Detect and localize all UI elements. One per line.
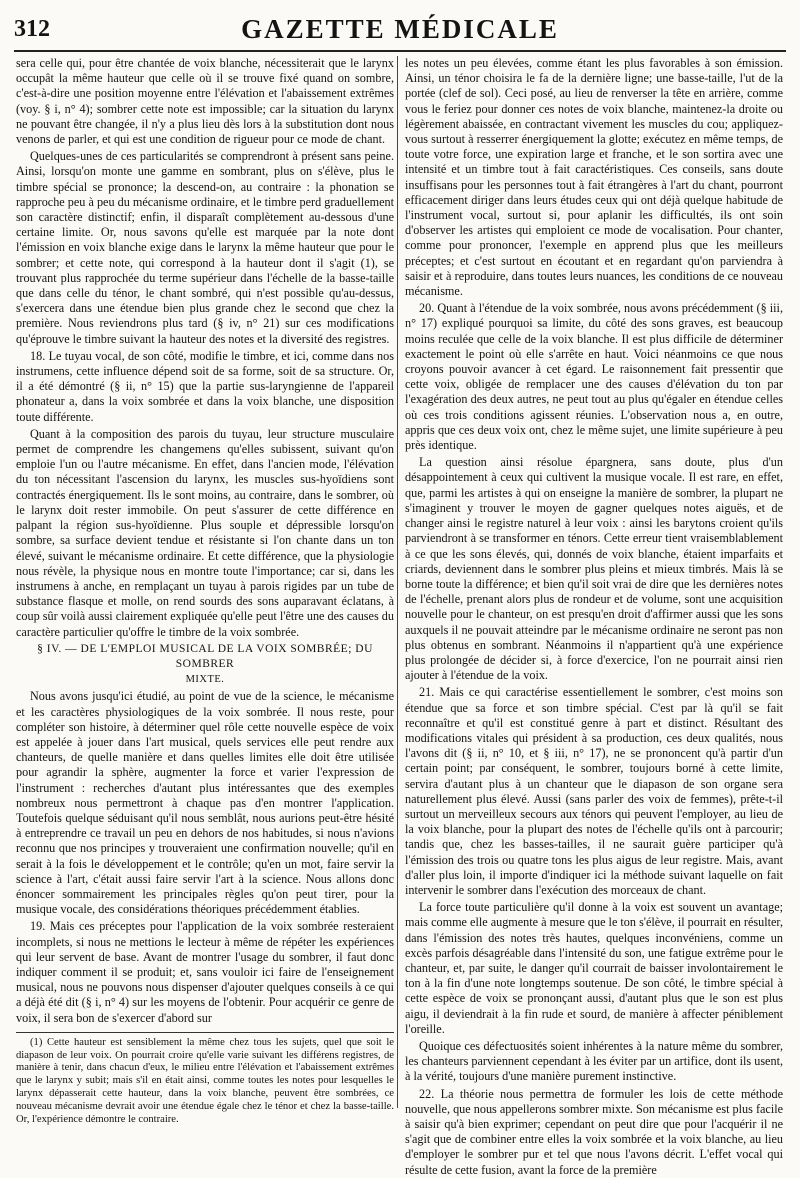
- paragraph: La question ainsi résolue épargnera, sans doute, plus d'un désappointement à ceux qui cultivent la musique vocale. Il est rare, en effet, que, parmi les artistes à qui on enseigne la manière de sombrer, la plupart ne s'imaginent y trouver le moyen de gagner quelques notes aiguës, et de changer ainsi le registre naturel à leur voix : ainsi les barytons croient qu'ils parviendront à se transformer en ténors. Cette erreur tient vraisemblablement à ce que les sons élevés, qui, donnés de voix blanche, étaient imparfaits et criards, deviennent dans le sombrer plus pleins et mieux timbrés. Mais là se borne toute la différence; et bien qu'il soit vrai de dire que les dernières notes de l'échelle, prenant alors plus de rondeur et de volume, sont une acquisition nouvelle pour le chanteur, on est presqu'en droit d'affirmer aussi que les sons auxquels il ne pouvait atteindre par le mécanisme ordinaire ne seront pas non plus obtenus en sombrant. Néanmoins il n'appartient qu'à une expérience plus prolongée de décider si, à force d'exercice, l'on ne pourrait ainsi rien ajouter à l'étendue de la voix.: [405, 455, 783, 683]
- paragraph: Quoique ces défectuosités soient inhérentes à la nature même du sombrer, les chanteurs parviennent cependant à les éviter par un artifice, dont ils usent, à la vérité, toujours d'une manière purement instinctive.: [405, 1039, 783, 1084]
- footnote: (1) Cette hauteur est sensiblement la même chez tous les sujets, quel que soit le diapason de leur voix. On pourrait croire qu'elle varie suivant les différens registres, de manière à tenir, dans chacun d'eux, le milieu entre l'élévation et l'abaissement extrêmes que le larynx y subit; mais s'il en était ainsi, comme toutes les notes pour lesquelles le larynx dépasserait cette hauteur, dans la voix blanche, peuvent être sombrées, ce nouveau mécanisme devrait avoir une étendue égale chez le ténor et chez la basse-taille. Or, l'expérience démontre le contraire.: [16, 1036, 394, 1125]
- paragraph: La force toute particulière qu'il donne à la voix est souvent un avantage; mais comme elle augmente à mesure que le ton s'élève, il pourrait en résulter, dans l'émission des notes très hautes, quelques inconvéniens, comme un excès parfois désagréable dans l'intensité du son, une fatigue extrême pour le chanteur, et, par suite, le danger qu'il courrait de baisser involontairement le ton à la fin d'une note longtemps soutenue. De son côté, le timbre spécial à cette espèce de voix se prononçant aussi, d'autant plus que le son est plus aigu, il deviendrait à la fin rude et sourd, de manière à affecter péniblement l'oreille.: [405, 900, 783, 1036]
- paragraph: 21. Mais ce qui caractérise essentiellement le sombrer, c'est moins son étendue que sa force et son timbre spécial. C'est par là qu'il se fait reconnaître et qu'il est constitué genre à part et distinct. Résultant des modifications vitales qui président à sa production, ces deux qualités, nous l'avons dit (§ ii, n° 10, et § iii, n° 17), ne se prononcent qu'à partir d'un certain point; par conséquent, le sombrer, toujours borné à cette limite, servira d'autant plus à un chanteur que le diapason de son organe sera naturellement plus élevé. Aussi (sans parler des voix de femmes), prête-t-il surtout un merveilleux secours aux ténors qui peuvent l'employer, au lieu de la voix blanche, pour la plupart des notes de l'échelle qu'ils ont à parcourir; tandis que, chez les basses-tailles, il ne saurait guère participer qu'à l'émission des trois ou quatre tons les plus aigus de leur registre. Mais, avant d'aller plus loin, il importe d'indiquer ici la méthode suivant laquelle on fait intervenir le sombrer dans l'exécution des morceaux de chant.: [405, 685, 783, 897]
- page-header: [14, 10, 786, 52]
- paragraph: Nous avons jusqu'ici étudié, au point de vue de la science, le mécanisme et les caractères physiologiques de la voix sombrée. Il nous reste, pour compléter son histoire, à déterminer quel rôle cette nouvelle espèce de voix est appelée à jouer dans l'art musical, quels services elle peut rendre aux chanteurs, de quelle manière et dans quelles limites elle doit être utilisée pour agrandir la sphère, augmenter la force et varier l'expression de l'instrument : recherches d'autant plus intéressantes que des exemples nombreux nous permettront à chaque pas d'en montrer l'application. Toutefois quelque séduisant qu'il nous semblât, nous aurions peut-être hésité à entreprendre ce travail un peu en dehors de nos habitudes, si nous n'avions reconnu que nos principes y trouveraient une confirmation nouvelle; qu'il en serait à la fois le développement et le contrôle; qu'en un mot, faire servir la science à l'art, c'était aussi faire servir l'art à la science. Nous allons donc énoncer sommairement les principales règles qu'on peut tirer, pour la musique vocale, des considérations théoriques précédemment établies.: [16, 689, 394, 917]
- paragraph: Quelques-unes de ces particularités se comprendront à présent sans peine. Ainsi, lorsqu'on monte une gamme en sombrant, plus on s'élève, plus le timbre spécial se prononce; la descend-on, au contraire : la phonation se rapproche peu à peu du mécanisme ordinaire, et le timbre perd graduellement son caractère distinctif; enfin, il disparaît complètement au-dessous d'une certaine limite. Or, nous savons qu'elle est marquée par la note dont l'émission en voix blanche exige dans le larynx la même hauteur que pour le sombrer; et cette note, qui correspond à la hauteur dont il s'agit (1), se trouvant plus rapprochée du terme supérieur dans l'échelle de la basse-taille que dans celle du ténor, le chant sombré, qui n'est possible qu'au-dessus, s'exercera dans une étendue bien plus grande chez le second que chez la première. Nous reviendrons plus tard (§ iv, n° 21) sur ces modifications qu'éprouve le timbre suivant la hauteur des notes et la diversité des registres.: [16, 149, 394, 346]
- paragraph: 18. Le tuyau vocal, de son côté, modifie le timbre, et ici, comme dans nos instrumens, cette influence dépend soit de sa forme, soit de sa structure. Or, il a été démontré (§ ii, n° 15) que la partie sus-laryngienne de l'appareil phonateur a, dans la voix sombrée et dans la voix blanche, une disposition toute différente.: [16, 348, 394, 424]
- page-number: 312: [14, 16, 50, 42]
- paragraph: 19. Mais ces préceptes pour l'application de la voix sombrée resteraient incomplets, si nous ne mettions le lecteur à même de répéter les expériences qui leur servent de base. Avant de montrer l'usage du sombrer, il faut donc indiquer comment il se produit; et, sans vouloir ici faire de l'enseignement musical, nous ne pouvons nous dispenser d'ajouter quelques conseils à ce qui a déjà été dit (§ i, n° 4) sur les moyens de l'obtenir. Pour acquérir ce genre de voix, il sera bon de s'exercer d'abord sur: [16, 919, 394, 1025]
- section-heading-sub: MIXTE.: [185, 674, 225, 686]
- right-column: [405, 56, 783, 1177]
- paragraph: Quant à la composition des parois du tuyau, leur structure musculaire permet de comprendre les changemens qu'elles subissent, suivant qu'on emploie l'un ou l'autre mécanisme. En effet, dans l'ancien mode, l'élévation du ton nécessitant l'ascension du larynx, les muscles sus-hyoïdiens sont contractés énergiquement. Ils le sont moins, au contraire, dans le sombrer, où le larynx doit rester immobile. On peut s'assurer de cette différence en palpant la région sus-hyoïdienne. Plus souple et dépressible lorsqu'on sombre, sa surface devient tendue et résistante si l'on chante dans un ton élevé, suivant le mécanisme ordinaire. Et cette différence, que la physiologie nous révèle, la physique nous en montre toute l'importance; car si, dans les instrumens à anche, en remplaçant un tuyau à parois rigides par un tube de substance flasque et molle, on rend sourds des sons auparavant éclatans, à coup sûr voilà aussi clairement expliquée qu'elle peut l'être une des causes du caractère particulier qu'offre le timbre de la voix sombrée.: [16, 426, 394, 639]
- paragraph: 20. Quant à l'étendue de la voix sombrée, nous avons précédemment (§ iii, n° 17) expliqué pourquoi sa limite, du côté des sons graves, est beaucoup moins reculée que celle de la voix blanche. Il est plus difficile de déterminer exactement le point où elle s'arrête en haut. Voici néanmoins ce que nous croyons pouvoir avancer à cet égard. Le raisonnement fait pressentir que cette voix, obligée de remplacer une des causes d'élévation du ton par l'exagération des deux autres, ne peut tout au plus qu'égaler en étendue celles où ces trois conditions agissent réunies. L'observation nous a, en outre, appris que ces deux voix ont, chez le même sujet, une limite supérieure à peu près identique.: [405, 301, 783, 453]
- section-heading: [16, 642, 394, 688]
- paragraph: 22. La théorie nous permettra de formuler les lois de cette méthode nouvelle, que nous appellerons sombrer mixte. Son mécanisme est plus facile à saisir qu'à bien exprimer; cependant on peut dire que pour l'acquérir il ne s'agit que de combiner entre elles la voix sombrée et la voix blanche, au lieu d'employer le sombrer pur et tel que nous l'avons décrit. L'effet vocal qui résulte de cette fusion, avant la force de la première: [405, 1086, 783, 1177]
- paragraph: sera celle qui, pour être chantée de voix blanche, nécessiterait que le larynx occupât la même hauteur que celle où il se trouve fixé quand on sombre, c'est-à-dire une position moyenne entre l'élévation et l'abaissement extrêmes (voy. § i, n° 4); sombrer cette note est impossible; car la situation du larynx ne pouvant être changée, il n'y a plus lieu dès lors à la substitution dont nous venons de parler, et qui est une condition de rigueur pour ce mode de chant.: [16, 56, 394, 147]
- journal-title: GAZETTE MÉDICALE: [241, 14, 559, 44]
- footnote-divider: [16, 1032, 394, 1033]
- column-divider: [397, 56, 398, 1108]
- paragraph: les notes un peu élevées, comme étant les plus favorables à son émission. Ainsi, un ténor choisira le fa de la dernière ligne; une basse-taille, l'ut de la portée (clef de sol). Ceci posé, au lieu de renverser la tête en arrière, comme vous le feriez pour donner ces notes de voix blanche, maintenez-la droite ou légèrement abaissée, en contractant vivement les muscles du cou; appliquez-vous surtout à resserrer énergiquement la glotte; exécutez en même temps, de toute votre force, une expiration large et franche, et le son sortira avec une intensité et un timbre tout à fait caractéristiques. Ces conseils, sans doute insuffisans pour les personnes tout à fait étrangères à l'art du chant, pourront efficacement diriger dans leurs études ceux qui ont déjà quelque habitude de l'instrument vocal, surtout si, pour aplanir les difficultés, ils ont soin d'observer les artistes qui emploient ce mode de vocalisation. Pour chanter, comme pour prononcer, l'exemple en apprend plus que les meilleurs préceptes; et c'est surtout en écoutant et en regardant qu'on parviendra à saisir et à reproduire, dans toutes leurs nuances, les conditions de ce nouveau mécanisme.: [405, 56, 783, 299]
- left-column: [16, 56, 394, 1125]
- section-heading-main: § IV. — DE L'EMPLOI MUSICAL DE LA VOIX SOMBRÉE; DU SOMBRER: [37, 642, 373, 670]
